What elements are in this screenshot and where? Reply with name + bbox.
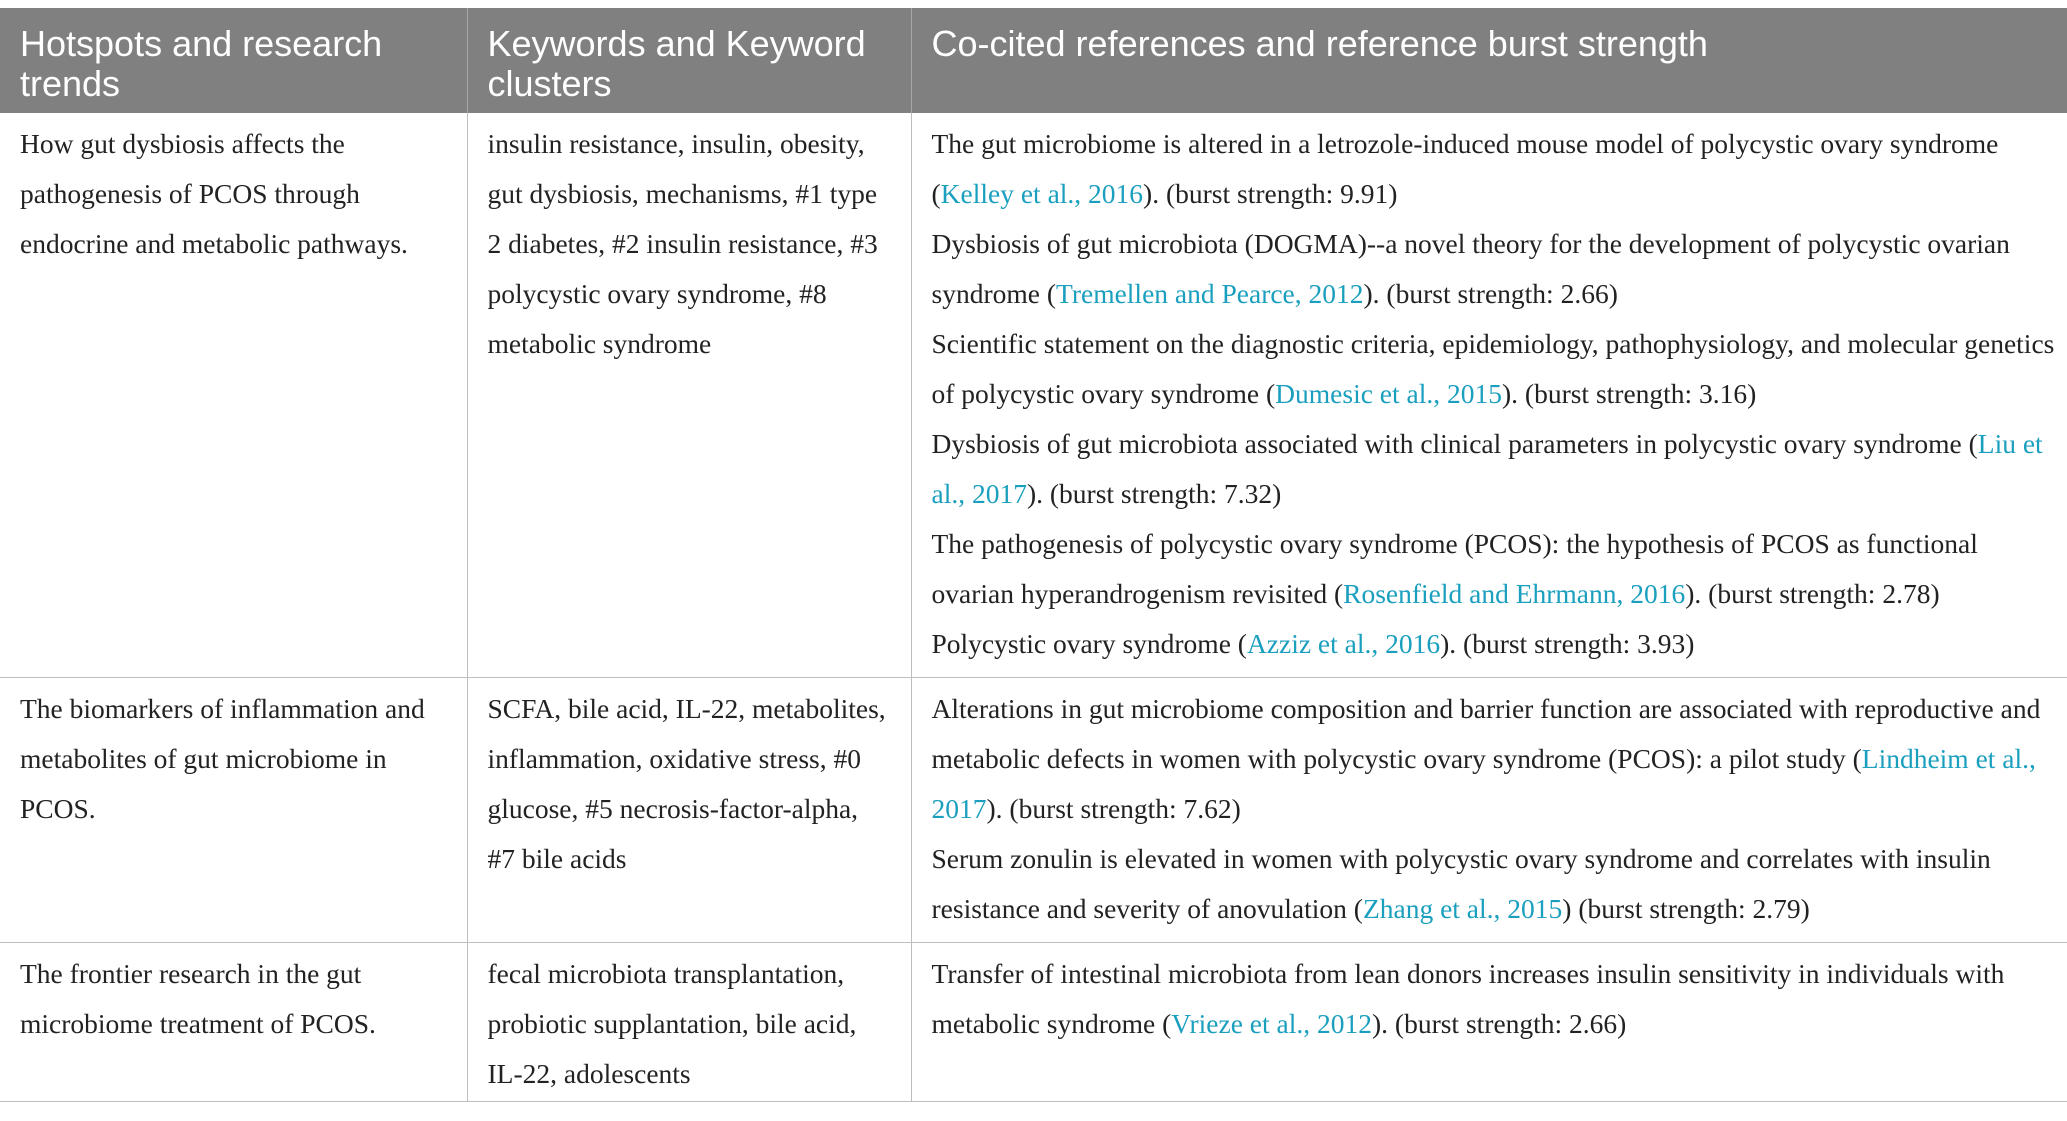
- burst-strength: ). (burst strength: 2.66): [1372, 1008, 1627, 1039]
- burst-strength: ). (burst strength: 2.78): [1685, 578, 1940, 609]
- hotspot-cell: The biomarkers of inflammation and metabolites of gut microbiome in PCOS.: [0, 678, 467, 943]
- citation-link[interactable]: Liu et al., 2017: [931, 428, 2043, 509]
- reference-entry: [932, 619, 2058, 669]
- citation-link[interactable]: Azziz et al., 2016: [1246, 628, 1441, 659]
- header-hotspots: Hotspots and research trends: [0, 8, 467, 113]
- reference-title: Scientific statement on the diagnostic criteria, epidemiology, pathophysiology, and molecular genetics of polycystic ovary syndrome (: [931, 328, 2055, 409]
- keywords-cell: SCFA, bile acid, IL-22, metabolites, inflammation, oxidative stress, #0 glucose, #5 necrosis-factor-alpha, #7 bile acids: [467, 678, 911, 943]
- reference-entry: [932, 519, 2058, 619]
- reference-entry: [932, 949, 2058, 1049]
- reference-title: The pathogenesis of polycystic ovary syndrome (PCOS): the hypothesis of PCOS as functional ovarian hyperandrogenism revisited (: [931, 528, 1978, 609]
- table-row: [0, 678, 2067, 943]
- table-header-row: [0, 8, 2067, 113]
- citation-link[interactable]: Kelley et al., 2016: [940, 178, 1144, 209]
- hotspot-cell: The frontier research in the gut microbiome treatment of PCOS.: [0, 943, 467, 1102]
- reference-title: The gut microbiome is altered in a letrozole-induced mouse model of polycystic ovary syndrome (: [931, 128, 1999, 209]
- reference-title: Alterations in gut microbiome composition and barrier function are associated with reproductive and metabolic defects in women with polycystic ovary syndrome (PCOS): a pilot study (: [931, 693, 2041, 774]
- reference-entry: [932, 684, 2058, 834]
- table-row: [0, 943, 2067, 1102]
- references-cell: [911, 943, 2067, 1102]
- citation-link[interactable]: Rosenfield and Ehrmann, 2016: [1343, 578, 1686, 609]
- citation-link[interactable]: Zhang et al., 2015: [1362, 893, 1563, 924]
- header-keywords: Keywords and Keyword clusters: [467, 8, 911, 113]
- burst-strength: ). (burst strength: 2.66): [1363, 278, 1618, 309]
- hotspots-table: [0, 8, 2067, 1102]
- references-cell: [911, 113, 2067, 678]
- citation-link[interactable]: Tremellen and Pearce, 2012: [1056, 278, 1364, 309]
- references-cell: [911, 678, 2067, 943]
- burst-strength: ). (burst strength: 7.32): [1026, 478, 1282, 509]
- reference-title: Transfer of intestinal microbiota from lean donors increases insulin sensitivity in individuals with metabolic syndrome (: [931, 958, 2005, 1039]
- citation-link[interactable]: Dumesic et al., 2015: [1275, 378, 1502, 409]
- table-row: [0, 113, 2067, 678]
- header-references: Co-cited references and reference burst strength: [911, 8, 2067, 113]
- citation-link[interactable]: Lindheim et al., 2017: [931, 743, 2036, 824]
- burst-strength: ). (burst strength: 7.62): [986, 793, 1241, 824]
- reference-title: Dysbiosis of gut microbiota associated with clinical parameters in polycystic ovary syndrome (: [931, 428, 1978, 459]
- burst-strength: ). (burst strength: 9.91): [1143, 178, 1398, 209]
- reference-entry: [932, 834, 2058, 934]
- citation-link[interactable]: Vrieze et al., 2012: [1171, 1008, 1372, 1039]
- reference-title: Dysbiosis of gut microbiota (DOGMA)--a novel theory for the development of polycystic ovarian syndrome (: [931, 228, 2010, 309]
- hotspot-cell: How gut dysbiosis affects the pathogenesis of PCOS through endocrine and metabolic pathways.: [0, 113, 467, 678]
- burst-strength: ). (burst strength: 3.16): [1502, 378, 1757, 409]
- reference-entry: [932, 419, 2058, 519]
- reference-title: Serum zonulin is elevated in women with polycystic ovary syndrome and correlates with insulin resistance and severity of anovulation (: [931, 843, 1991, 924]
- reference-entry: [932, 219, 2058, 319]
- reference-entry: [932, 319, 2058, 419]
- keywords-cell: insulin resistance, insulin, obesity, gut dysbiosis, mechanisms, #1 type 2 diabetes, #2 insulin resistance, #3 polycystic ovary syndrome, #8 metabolic syndrome: [467, 113, 911, 678]
- reference-entry: [932, 119, 2058, 219]
- keywords-cell: fecal microbiota transplantation, probiotic supplantation, bile acid, IL-22, adolescents: [467, 943, 911, 1102]
- burst-strength: ). (burst strength: 3.93): [1440, 628, 1695, 659]
- burst-strength: ) (burst strength: 2.79): [1562, 893, 1810, 924]
- reference-title: Polycystic ovary syndrome (: [931, 628, 1247, 659]
